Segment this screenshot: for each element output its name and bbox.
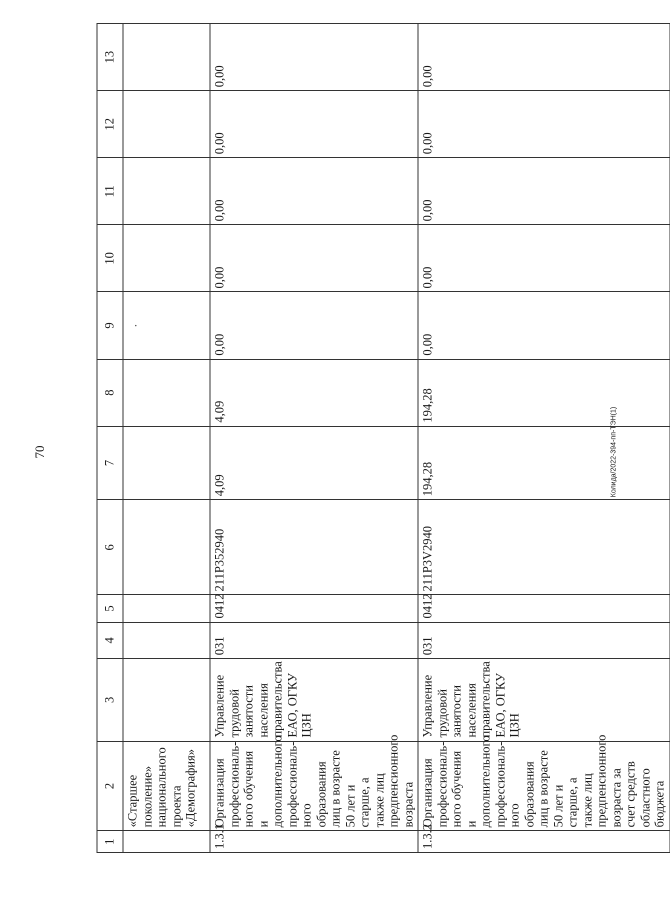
amount-cell: . <box>123 292 210 359</box>
amount-cell <box>123 158 210 225</box>
amount-cell: 0,00 <box>418 292 670 359</box>
header-cell: 11 <box>97 158 123 225</box>
header-cell: 9 <box>97 292 123 359</box>
header-cell: 6 <box>97 500 123 595</box>
row-number-cell: 1.3.2 <box>418 831 670 853</box>
header-cell: 12 <box>97 91 123 158</box>
ministry-code-cell: 031 <box>210 622 418 659</box>
header-cell: 3 <box>97 659 123 741</box>
ministry-code-cell: 031 <box>418 622 670 659</box>
executor-cell: Управление трудовой занятости населения правительства ЕАО, ОГКУ ЦЗН <box>210 659 418 741</box>
project-name-cell: «Старшее поколение» национального проекта «Демография» <box>123 741 210 831</box>
header-cell: 13 <box>97 24 123 91</box>
amount-cell: 4,09 <box>210 426 418 500</box>
amount-cell <box>123 91 210 158</box>
header-cell: 7 <box>97 426 123 500</box>
header-cell: 1 <box>97 831 123 853</box>
document-footer-code: Колида/2022-394-пп-ТЭН(1) <box>610 406 618 498</box>
executor-cell <box>123 659 210 741</box>
amount-cell: 0,00 <box>210 158 418 225</box>
ministry-code-cell <box>123 622 210 659</box>
amount-cell <box>123 225 210 292</box>
header-row <box>97 24 123 853</box>
amount-cell: 0,00 <box>418 24 670 91</box>
amount-cell: 0,00 <box>210 91 418 158</box>
section-code-cell: 0412 <box>210 595 418 622</box>
section-code-cell <box>123 595 210 622</box>
amount-cell <box>123 24 210 91</box>
table-row <box>210 24 418 853</box>
activity-name-cell: Организация профессиональ-ного обучения и дополнительного профессиональ-ного образования лиц в возрасте 50 лет и старше, а также лиц предпенсионного возраста <box>210 741 418 831</box>
section-code-cell: 0412 <box>418 595 670 622</box>
budget-table <box>97 23 670 853</box>
amount-cell: 194,28 <box>418 426 670 500</box>
header-cell: 8 <box>97 359 123 426</box>
target-code-cell <box>123 500 210 595</box>
header-cell: 5 <box>97 595 123 622</box>
table-row <box>123 24 210 853</box>
amount-cell: 4,09 <box>210 359 418 426</box>
target-code-cell: 211P352940 <box>210 500 418 595</box>
executor-cell: Управление трудовой занятости населения правительства ЕАО, ОГКУ ЦЗН <box>418 659 670 741</box>
amount-cell: 0,00 <box>210 292 418 359</box>
row-number-cell: 1.3.1 <box>210 831 418 853</box>
amount-cell <box>123 426 210 500</box>
amount-cell: 194,28 <box>418 359 670 426</box>
header-cell: 4 <box>97 622 123 659</box>
amount-cell: 0,00 <box>418 91 670 158</box>
amount-cell: 0,00 <box>210 225 418 292</box>
header-cell: 10 <box>97 225 123 292</box>
header-cell: 2 <box>97 741 123 831</box>
amount-cell: 0,00 <box>418 158 670 225</box>
target-code-cell: 211P3V2940 <box>418 500 670 595</box>
page-number: 70 <box>32 445 47 459</box>
amount-cell <box>123 359 210 426</box>
activity-name-cell: Организация профессиональ-ного обучения и дополнительного профессиональ-ного образования лиц в возрасте 50 лет и старше, а также лиц предпенсионного возраста за счет средств областного бюджета <box>418 741 670 831</box>
amount-cell: 0,00 <box>210 24 418 91</box>
amount-cell: 0,00 <box>418 225 670 292</box>
row-number-cell <box>123 831 210 853</box>
table-row <box>418 24 670 853</box>
